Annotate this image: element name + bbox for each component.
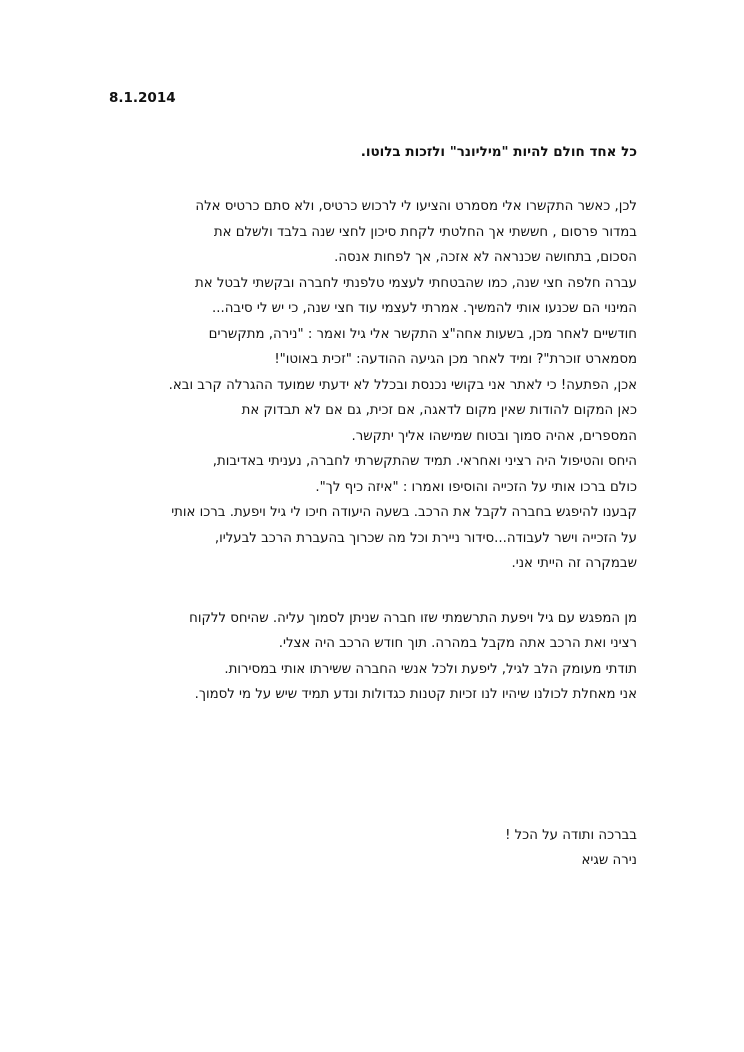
letter-date: 8.1.2014 [109,90,176,106]
body-line: מסמארט זוכרת"? ומיד לאחר מכן הגיעה ההודעה: "זכית באוטו"! [274,352,637,367]
letter-title: כל אחד חולם להיות "מיליונר" ולזכות בלוטו. [360,144,637,160]
closing-greeting: בברכה ותודה על הכל ! [505,828,637,843]
body-line: הסכום, בתחושה שכנראה לא אזכה, אך לפחות אנסה. [334,250,637,265]
letter-body [97,194,637,708]
body-line: אכן, הפתעה! כי לאתר אני בקושי נכנסת ובכלל לא ידעתי שמועד ההגרלה קרב ובא. [168,377,637,393]
body-line: קבענו להיפגש בחברה לקבל את הרכב. בשעה היעודה חיכו לי גיל ויפעת. ברכו אותי [171,505,637,520]
body-line: על הזכייה וישר לעבודה...סידור ניירת וכל מה שכרוך בהעברת הרכב לבעליו, [214,530,637,546]
body-line: שבמקרה זה הייתי אני. [511,556,637,571]
body-line: לכן, כאשר התקשרו אלי מסמרט והציעו לי לרכוש כרטיס, ולא סתם כרטיס אלה [195,199,637,214]
body-line: כאן המקום להודות שאין מקום לדאגה, אם זכית, גם אם לא תבדוק את [241,403,637,418]
paragraph-gap [97,577,637,606]
body-line: המינוי הם שכנעו אותי להמשיך. אמרתי לעצמי עוד חצי שנה, כי יש לי סיבה... [212,301,637,316]
signature: נירה שגיא [581,853,637,868]
body-line: רציני ואת הרכב אתה מקבל במהרה. תוך חודש הרכב היה אצלי. [278,636,637,651]
letter-closing [505,823,637,873]
body-line: אני מאחלת לכולנו שיהיו לנו זכיות קטנות כגדולות ונדע תמיד שיש על מי לסמוך. [194,687,637,702]
body-line: כולם ברכו אותי על הזכייה והוסיפו ואמרו : "איזה כיף לך". [315,479,637,495]
body-line: במדור פרסום , חששתי אך החלטתי לקחת סיכון לחצי שנה בלבד ולשלם את [213,224,637,240]
body-line: עברה חלפה חצי שנה, כמו שהבטחתי לעצמי טלפנתי לחברה ובקשתי לבטל את [195,275,637,291]
body-line: חודשיים לאחר מכן, בשעות אחה"צ התקשר אלי גיל ואמר : "נירה, מתקשרים [208,326,637,342]
body-line: תודתי מעומק הלב לגיל, ליפעת ולכל אנשי החברה ששירתו אותי במסירות. [224,661,637,677]
body-line: היחס והטיפול היה רציני ואחראי. תמיד שהתקשרתי לחברה, נעניתי באדיבות, [212,454,637,469]
body-line: המספרים, אהיה סמוך ובטוח שמישהו אליך יתקשר. [351,428,637,444]
body-line: מן המפגש עם גיל ויפעת התרשמתי שזו חברה שניתן לסמוך עליה. שהיחס ללקוח [189,610,637,626]
